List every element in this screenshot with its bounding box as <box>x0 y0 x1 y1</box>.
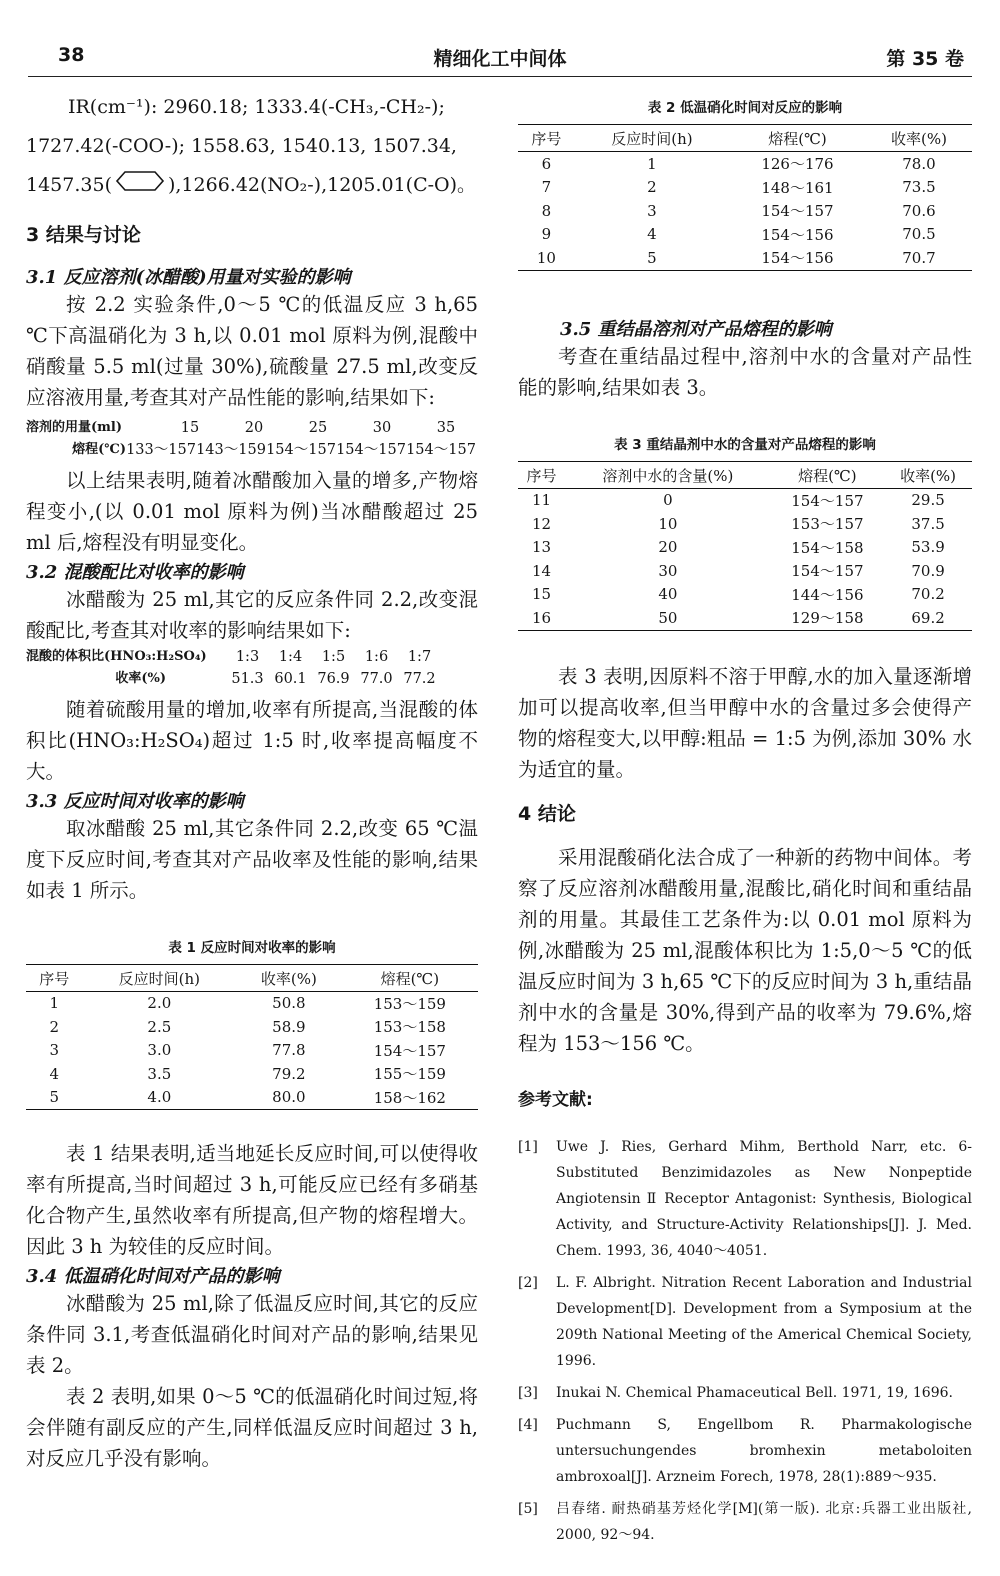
table-row <box>26 1015 478 1039</box>
table-cell: 16 <box>518 606 565 630</box>
table-cell: 40 <box>658 585 678 604</box>
table-row <box>518 488 972 512</box>
table-cell: 148～161 <box>761 178 834 197</box>
table-cell: 154～156 <box>761 225 834 244</box>
table-cell: 155～159 <box>373 1065 446 1084</box>
ir-line-3b: ),1266.42(NO₂-),1205.01(C-O)。 <box>167 174 477 196</box>
reference-list <box>518 1134 972 1548</box>
table-cell: 3 <box>49 1041 60 1060</box>
ir-line-2: 1727.42(-COO-); 1558.63, 1540.13, 1507.34, <box>26 135 457 157</box>
table-cell: 2 <box>49 1017 60 1036</box>
section-3-1-para-2: 以上结果表明,随着冰醋酸加入量的增多,产物熔程变小,(以 0.01 mol 原料为例)当冰醋酸超过 25 ml 后,熔程没有明显变化。 <box>26 468 478 554</box>
table-cell: 29.5 <box>911 491 945 510</box>
table-header: 熔程(℃) <box>342 964 478 991</box>
conclusion-para: 采用混酸硝化法合成了一种新的药物中间体。考察了反应溶剂冰醋酸用量,混酸比,硝化时间和重结晶剂的用量。其最佳工艺条件为:以 0.01 mol 原料为例,冰醋酸为 25 ml,混酸体积比为 1:5,0～5 ℃的低温反应时间为 3 h,65 ℃下的反应时间为 3 h,重结晶剂中水的含量是 30%,得到产品的收率为 79.6%,熔程为 153～156 ℃。 <box>518 845 972 1055</box>
section-3-2-title: 3.2 混酸配比对收率的影响 <box>26 561 244 583</box>
table-cell: 154～157 <box>373 1041 446 1060</box>
yield-label: 收率(%) <box>115 670 166 686</box>
acid-ratio-label: 混酸的体积比(HNO₃:H₂SO₄) <box>26 648 207 664</box>
value-cell: 51.3 <box>231 670 264 687</box>
section-3-4-para-2: 表 2 表明,如果 0～5 ℃的低温硝化时间过短,将会伴随有副反应的产生,同样低温反应时间超过 3 h,对反应几乎没有影响。 <box>26 1385 478 1470</box>
table-row <box>26 1039 478 1063</box>
table-row <box>518 152 972 176</box>
section-3-5-para: 考查在重结晶过程中,溶剂中水的含量对产品性能的影响,结果如表 3。 <box>518 344 972 399</box>
table-cell: 154～158 <box>791 538 864 557</box>
table-cell: 154～157 <box>791 491 864 510</box>
ir-line-3a: 1457.35( <box>26 174 112 196</box>
table-cell: 5 <box>575 246 729 270</box>
table-cell: 70.6 <box>902 201 936 220</box>
section-3-2-para-2: 随着硫酸用量的增加,收率有所提高,当混酸的体积比(HNO₃:H₂SO₄)超过 1:5 时,收率提高幅度不大。 <box>26 697 478 783</box>
table-cell: 14 <box>532 561 552 580</box>
value-cell: 77.2 <box>403 670 436 687</box>
ir-line-1: IR(cm⁻¹): 2960.18; 1333.4(-CH₃,-CH₂-); <box>68 96 445 118</box>
melting-range-label: 熔程(℃) <box>72 441 126 457</box>
table-cell: 30 <box>658 561 678 580</box>
table-cell: 3.0 <box>147 1041 172 1060</box>
volume-label: 第 35 卷 <box>886 48 964 70</box>
table-cell: 70.5 <box>902 225 936 244</box>
table-cell: 50 <box>565 606 771 630</box>
table-cell: 153～159 <box>373 994 446 1013</box>
benzene-ring-icon <box>115 167 165 206</box>
table-cell: 78.0 <box>902 154 936 173</box>
table-cell: 2.5 <box>147 1017 172 1036</box>
reference-text: Inukai N. Chemical Phamaceutical Bell. 1971, 19, 1696. <box>556 1384 953 1401</box>
value-cell: 154～157 <box>336 441 406 458</box>
table-header: 序号 <box>518 461 565 488</box>
table-3-caption: 表 3 重结晶剂中水的含量对产品熔程的影响 <box>614 436 876 453</box>
value-cell: 154～157 <box>406 441 476 458</box>
value-cell: 15 <box>180 419 200 436</box>
ir-line-3 <box>26 166 478 206</box>
table-cell: 158～162 <box>342 1086 478 1110</box>
reference-number: [2] <box>518 1274 538 1291</box>
reference-item <box>518 1134 972 1264</box>
value-cell: 1:5 <box>321 648 346 665</box>
table-row <box>518 559 972 583</box>
section-3-3-para: 取冰醋酸 25 ml,其它条件同 2.2,改变 65 ℃温度下反应时间,考查其对产品收率及性能的影响,结果如表 1 所示。 <box>26 816 478 902</box>
table-1 <box>26 964 478 1111</box>
table-cell: 154～157 <box>791 562 864 581</box>
table-row <box>26 1062 478 1086</box>
table-cell: 70.9 <box>911 561 945 580</box>
after-table-3-para: 表 3 表明,因原料不溶于甲醇,水的加入量逐渐增加可以提高收率,但当甲醇中水的含量过多会使得产物的熔程变大,以甲醇:粗品 = 1:5 为例,添加 30% 水为适宜的量。 <box>518 664 972 781</box>
table-cell: 53.9 <box>911 538 945 557</box>
acid-ratio-row <box>26 646 478 668</box>
table-header: 反应时间(h) <box>575 125 729 152</box>
table-cell: 73.5 <box>902 178 936 197</box>
ir-data-block <box>26 88 478 206</box>
table-cell: 153～158 <box>373 1018 446 1037</box>
value-cell: 60.1 <box>274 670 307 687</box>
reference-number: [3] <box>518 1384 538 1401</box>
reference-item <box>518 1380 972 1406</box>
reference-number: [5] <box>518 1500 538 1517</box>
references-title: 参考文献: <box>518 1089 593 1110</box>
table-cell: 12 <box>532 514 552 533</box>
after-table-1-para: 表 1 结果表明,适当地延长反应时间,可以使得收率有所提高,当时间超过 3 h,可能反应已经有多硝基化合物产生,虽然收率有所提高,但产物的熔程增大。因此 3 h 为较佳的反应时间。 <box>26 1142 478 1258</box>
table-cell: 1 <box>647 154 657 173</box>
value-cell: 1:3 <box>235 648 260 665</box>
table-cell: 58.9 <box>272 1017 306 1036</box>
table-1-caption: 表 1 反应时间对收率的影响 <box>168 939 336 956</box>
table-header: 序号 <box>26 964 83 991</box>
table-cell: 153～157 <box>791 515 864 534</box>
melting-range-row <box>26 439 478 461</box>
table-cell: 2.0 <box>147 994 172 1013</box>
yield-row <box>26 668 478 690</box>
table-header: 溶剂中水的含量(%) <box>565 461 771 488</box>
reference-number: [4] <box>518 1416 538 1433</box>
value-cell: 25 <box>308 419 328 436</box>
value-cell: 1:6 <box>364 648 389 665</box>
table-row <box>518 536 972 560</box>
section-3-title: 3 结果与讨论 <box>26 223 141 246</box>
section-3-3-title: 3.3 反应时间对收率的影响 <box>26 790 244 812</box>
table-cell: 154～157 <box>761 202 834 221</box>
reference-text: L. F. Albright. Nitration Recent Laboration and Industrial Development[D]. Development from a Symposium at the 209th National Meeting of the Americal Chemical Society, 1996. <box>556 1274 972 1369</box>
table-row <box>26 1086 478 1110</box>
table-row <box>518 583 972 607</box>
table-cell: 70.2 <box>911 585 945 604</box>
table-cell: 20 <box>658 538 678 557</box>
table-header: 收率(%) <box>866 125 972 152</box>
solvent-amount-row <box>26 417 478 439</box>
table-cell: 11 <box>532 491 552 510</box>
table-header: 熔程(℃) <box>729 125 866 152</box>
table-cell: 1 <box>49 994 60 1013</box>
page-header <box>28 44 972 74</box>
section-3-5-title: 3.5 重结晶溶剂对产品熔程的影响 <box>560 318 832 340</box>
value-cell: 30 <box>372 419 392 436</box>
table-cell: 13 <box>532 538 552 557</box>
table-cell: 144～156 <box>791 585 864 604</box>
table-cell: 70.7 <box>866 246 972 270</box>
table-cell: 8 <box>541 201 552 220</box>
value-cell: 77.0 <box>360 670 393 687</box>
section-3-1-para: 按 2.2 实验条件,0～5 ℃的低温反应 3 h,65 ℃下高温硝化为 3 h,以 0.01 mol 原料为例,混酸中硝酸量 5.5 ml(过量 30%),硫酸量 27.5 ml,改变反应溶液用量,考查其对产品性能的影响,结果如下: <box>26 292 478 409</box>
table-row <box>518 606 972 630</box>
table-cell: 126～176 <box>761 155 834 174</box>
value-cell: 1:7 <box>407 648 432 665</box>
table-cell: 129～158 <box>771 606 884 630</box>
table-row <box>518 246 972 270</box>
left-column <box>26 88 478 1474</box>
table-row <box>518 223 972 247</box>
table-cell: 2 <box>647 178 657 197</box>
table-cell: 0 <box>663 491 673 510</box>
table-cell: 4 <box>647 225 657 244</box>
table-3 <box>518 461 972 631</box>
table-header: 反应时间(h) <box>83 964 236 991</box>
table-cell: 79.2 <box>272 1064 306 1083</box>
value-cell: 20 <box>244 419 264 436</box>
table-2 <box>518 124 972 271</box>
table-header: 收率(%) <box>884 461 972 488</box>
table-row <box>518 199 972 223</box>
table-row <box>518 512 972 536</box>
section-3-4-para: 冰醋酸为 25 ml,除了低温反应时间,其它的反应条件同 3.1,考查低温硝化时间对产品的影响,结果见表 2。 <box>26 1292 478 1377</box>
table-cell: 5 <box>26 1086 83 1110</box>
solvent-amount-label: 溶剂的用量(ml) <box>26 419 122 435</box>
reference-text: 吕春绪. 耐热硝基芳烃化学[M](第一版). 北京:兵器工业出版社, 2000, 92～94. <box>556 1500 972 1543</box>
value-cell: 76.9 <box>317 670 350 687</box>
value-cell: 143～159 <box>196 441 266 458</box>
reference-number: [1] <box>518 1138 538 1155</box>
table-cell: 50.8 <box>272 994 306 1013</box>
table-cell: 3.5 <box>147 1064 172 1083</box>
table-cell: 154～156 <box>729 246 866 270</box>
table-cell: 77.8 <box>272 1041 306 1060</box>
right-column <box>518 96 972 1554</box>
reference-item <box>518 1412 972 1490</box>
journal-name: 精细化工中间体 <box>433 48 567 70</box>
table-header: 序号 <box>518 125 575 152</box>
section-4-title: 4 结论 <box>518 802 576 825</box>
value-cell: 154～157 <box>266 441 336 458</box>
section-3-1-title: 3.1 反应溶剂(冰醋酸)用量对实验的影响 <box>26 266 351 288</box>
table-cell: 69.2 <box>884 606 972 630</box>
header-rule <box>28 76 972 77</box>
reference-text: Puchmann S, Engellbom R. Pharmakologische untersuchungendes bromhexin metaboloiten ambroxoal[J]. Arzneim Forech, 1978, 28(1):889～935. <box>556 1416 972 1485</box>
table-cell: 10 <box>658 514 678 533</box>
section-3-4-title: 3.4 低温硝化时间对产品的影响 <box>26 1266 280 1287</box>
page-number: 38 <box>58 44 85 66</box>
table-header: 熔程(℃) <box>771 461 884 488</box>
table-cell: 80.0 <box>236 1086 342 1110</box>
reference-item <box>518 1270 972 1374</box>
table-cell: 4 <box>49 1064 60 1083</box>
table-header: 收率(%) <box>236 964 342 991</box>
table-cell: 37.5 <box>911 514 945 533</box>
reference-text: Uwe J. Ries, Gerhard Mihm, Berthold Narr, etc. 6-Substituted Benzimidazoles as New Nonpeptide Angiotensin Ⅱ Receptor Antagonist: Synthesis, Biological Activity, and Structure-Activity Relationships[J]. J. Med. Chem. 1993, 36, 4040～4051. <box>556 1138 972 1259</box>
table-row <box>26 991 478 1015</box>
table-row <box>518 176 972 200</box>
value-cell: 133～157 <box>126 441 196 458</box>
reference-item <box>518 1496 972 1548</box>
table-2-caption: 表 2 低温硝化时间对反应的影响 <box>647 100 843 116</box>
table-cell: 9 <box>541 225 552 244</box>
value-cell: 1:4 <box>278 648 303 665</box>
table-cell: 6 <box>541 154 552 173</box>
table-cell: 10 <box>518 246 575 270</box>
value-cell: 35 <box>436 419 456 436</box>
table-cell: 3 <box>647 201 657 220</box>
table-cell: 15 <box>532 585 552 604</box>
table-cell: 7 <box>541 178 552 197</box>
table-cell: 4.0 <box>83 1086 236 1110</box>
section-3-2-para: 冰醋酸为 25 ml,其它的反应条件同 2.2,改变混酸配比,考查其对收率的影响结果如下: <box>26 587 478 642</box>
